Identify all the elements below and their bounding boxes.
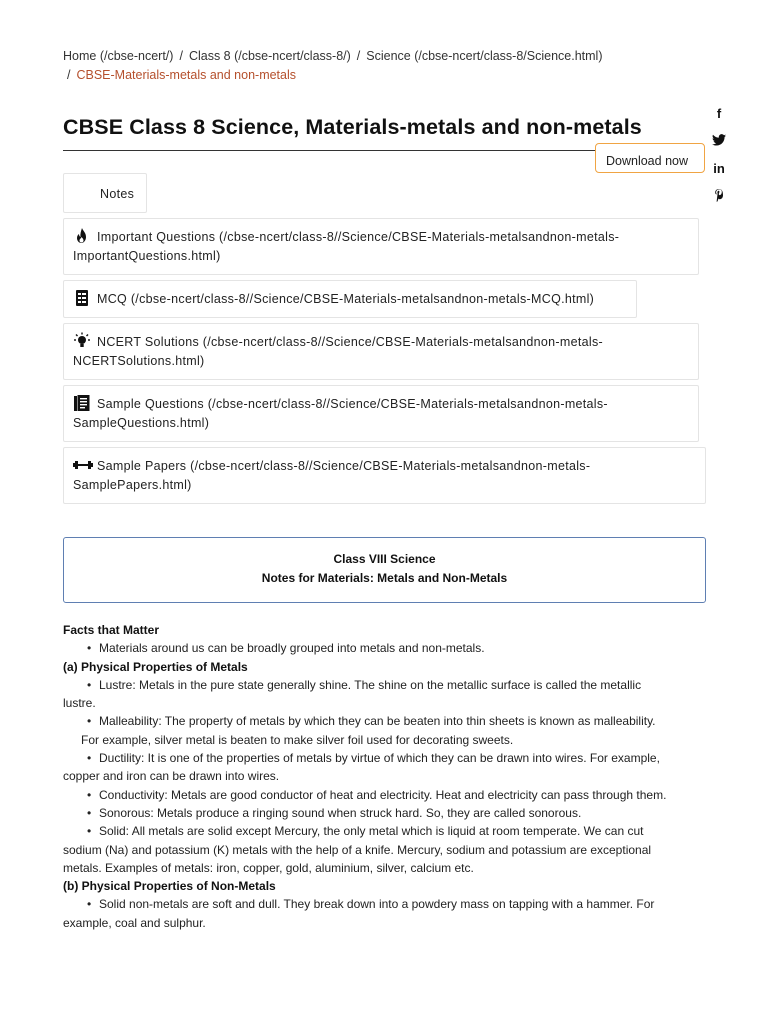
checklist-icon <box>73 289 91 307</box>
notes-heading: Notes for Materials: Metals and Non-Metals <box>261 571 508 585</box>
nonmetals-properties-heading: (b) Physical Properties of Non-Metals <box>63 879 276 894</box>
list-item: • Solid: All metals are solid except Mercury, the only metal which is liquid at room temperate. We can cut sodium (Na) and potassium (K) metals with the help of a knife. Mercury, sodium and potassium are exceptional metals. Examples of metals: iron, copper, gold, aluminium, silver, calcium etc. <box>63 822 673 877</box>
notes-content <box>63 621 673 932</box>
list-item: • Sonorous: Metals produce a ringing sound when struck hard. So, they are called sonorous. <box>63 804 673 822</box>
breadcrumb-current: CBSE-Materials-metals and non-metals <box>76 68 297 82</box>
tab-ncert-solutions-label: NCERT Solutions (/cbse-ncert/class-8//Science/CBSE-Materials-metalsandnon-metals-NCERTSolutions.html) <box>73 335 603 368</box>
metals-properties-heading: (a) Physical Properties of Metals <box>63 659 248 674</box>
document-icon <box>73 394 91 412</box>
notes-header-box <box>63 537 706 603</box>
list-item: • Malleability: The property of metals by which they can be beaten into thin sheets is known as malleability. <box>63 712 673 730</box>
list-item: • Ductility: It is one of the properties of metals by virtue of which they can be drawn into wires. For example, copper and iron can be drawn into wires. <box>63 749 673 786</box>
tab-mcq-label: MCQ (/cbse-ncert/class-8//Science/CBSE-Materials-metalsandnon-metals-MCQ.html) <box>97 292 595 306</box>
list-item: • Solid non-metals are soft and dull. They break down into a powdery mass on tapping with a hammer. For example, coal and sulphur. <box>63 895 673 932</box>
pinterest-icon[interactable] <box>710 188 728 206</box>
lightbulb-icon <box>73 332 91 350</box>
tab-notes[interactable]: Notes <box>63 173 147 213</box>
list-item: • Lustre: Metals in the pure state generally shine. The shine on the metallic surface is called the metallic lustre. <box>63 676 673 713</box>
tab-sample-questions[interactable] <box>63 385 699 442</box>
list-item: • Materials around us can be broadly grouped into metals and non-metals. <box>63 639 673 657</box>
breadcrumb-separator: / <box>356 49 361 63</box>
facts-heading: Facts that Matter <box>63 623 160 637</box>
dumbbell-icon <box>73 456 91 474</box>
tab-important-questions[interactable] <box>63 218 699 275</box>
twitter-icon[interactable] <box>710 133 728 151</box>
tab-sample-papers-label: Sample Papers (/cbse-ncert/class-8//Science/CBSE-Materials-metalsandnon-metals-SamplePapers.html) <box>73 459 591 492</box>
list-item: • Conductivity: Metals are good conductor of heat and electricity. Heat and electricity can pass through them. <box>63 786 673 804</box>
social-share-bar <box>710 105 730 215</box>
page-title: CBSE Class 8 Science, Materials-metals and non-metals <box>63 115 642 139</box>
facebook-icon[interactable]: f <box>716 106 722 121</box>
example-text: For example, silver metal is beaten to make silver foil used for decorating sweets. <box>81 732 514 747</box>
breadcrumb-class8-link[interactable]: Class 8 (/cbse-ncert/class-8/) <box>188 49 351 63</box>
class-heading: Class VIII Science <box>333 552 436 566</box>
download-button[interactable]: Download now <box>595 143 705 173</box>
breadcrumb-science-link[interactable]: Science (/cbse-ncert/class-8/Science.html) <box>366 49 603 63</box>
tab-important-questions-label: Important Questions (/cbse-ncert/class-8//Science/CBSE-Materials-metalsandnon-metals-ImportantQuestions.html) <box>73 230 620 263</box>
tab-sample-questions-label: Sample Questions (/cbse-ncert/class-8//Science/CBSE-Materials-metalsandnon-metals-SampleQuestions.html) <box>73 397 608 430</box>
breadcrumb-separator: / <box>179 49 183 63</box>
fire-icon <box>73 227 91 245</box>
breadcrumb-separator: / <box>67 68 71 82</box>
tab-ncert-solutions[interactable] <box>63 323 699 380</box>
tab-mcq[interactable] <box>63 280 637 318</box>
breadcrumb-home-link[interactable]: Home (/cbse-ncert/) <box>63 49 174 63</box>
tab-sample-papers[interactable] <box>63 447 706 504</box>
linkedin-icon[interactable]: in <box>713 161 725 176</box>
breadcrumb <box>63 47 623 85</box>
